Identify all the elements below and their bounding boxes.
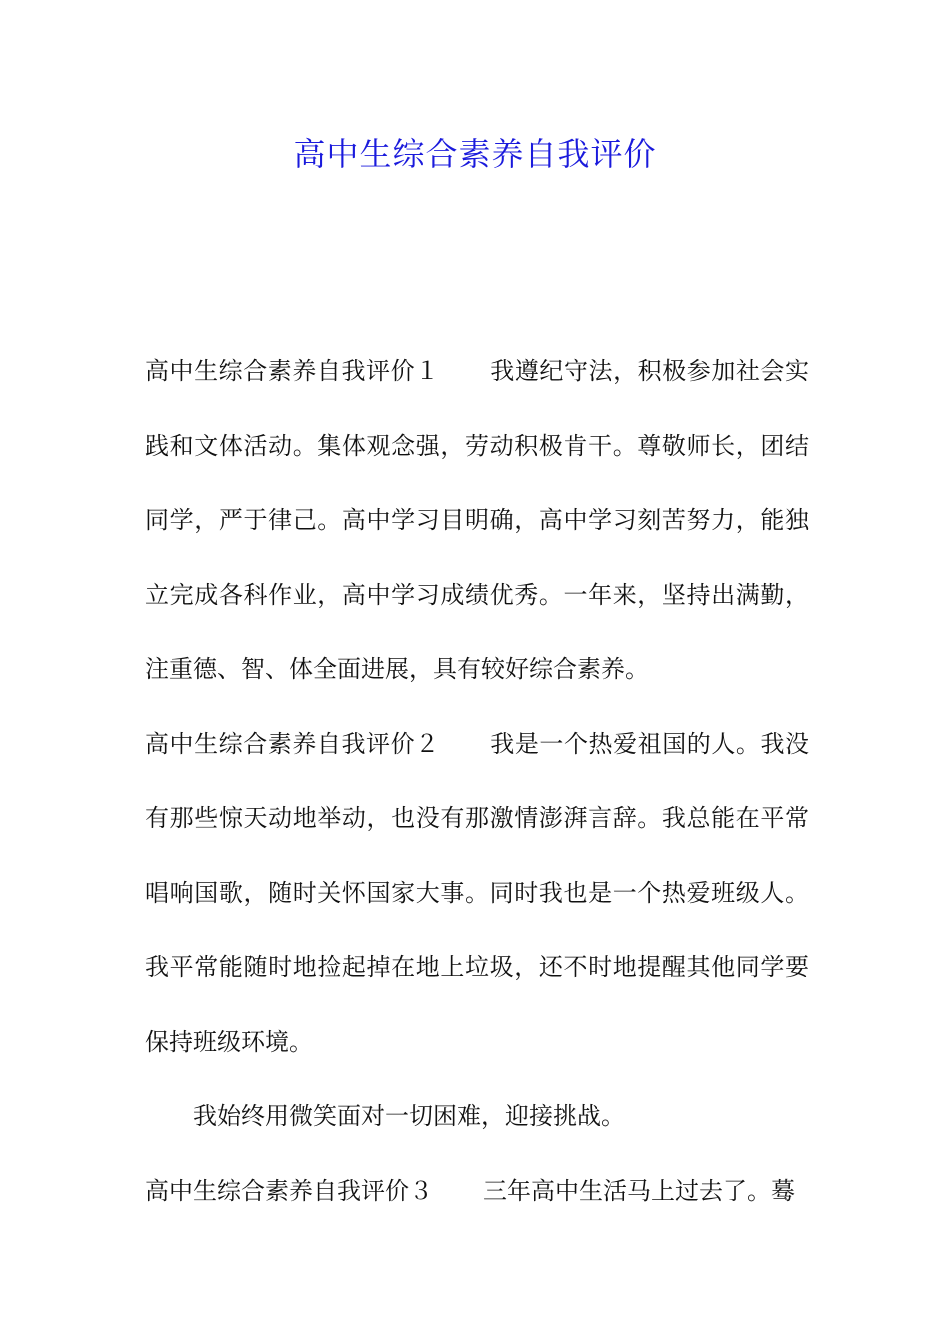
section-heading-2: 高中生综合素养自我评价２ — [145, 729, 440, 758]
section-heading-1: 高中生综合素养自我评价１ — [145, 357, 440, 385]
section-heading-3: 高中生综合素养自我评价３ — [145, 1176, 433, 1205]
paragraph-1 — [145, 334, 809, 707]
paragraph-3 — [145, 1079, 809, 1154]
paragraph-text-4: 三年高中生活马上过去了。蓦 — [483, 1176, 795, 1205]
document-body — [145, 334, 809, 1228]
paragraph-4 — [145, 1154, 809, 1229]
paragraph-2 — [145, 707, 809, 1080]
paragraph-text-1: 我遵纪守法，积极参加社会实践和文体活动。集体观念强，劳动积极肯干。尊敬师长，团结同学，严于律己。高中学习目明确，高中学习刻苦努力，能独立完成各科作业，高中学习成绩优秀。一年来，坚持出满勤，注重德、智、体全面进展，具有较好综合素养。 — [145, 357, 810, 683]
paragraph-text-3: 我始终用微笑面对一切困难，迎接挑战。 — [193, 1102, 625, 1130]
paragraph-text-2: 我是一个热爱祖国的人。我没有那些惊天动地举动，也没有那激情澎湃言辞。我总能在平常唱响国歌，随时关怀国家大事。同时我也是一个热爱班级人。我平常能随时地捡起掉在地上垃圾，还不时地提醒其他同学要保持班级环境。 — [145, 729, 810, 1056]
document-title: 高中生综合素养自我评价 — [293, 135, 657, 173]
